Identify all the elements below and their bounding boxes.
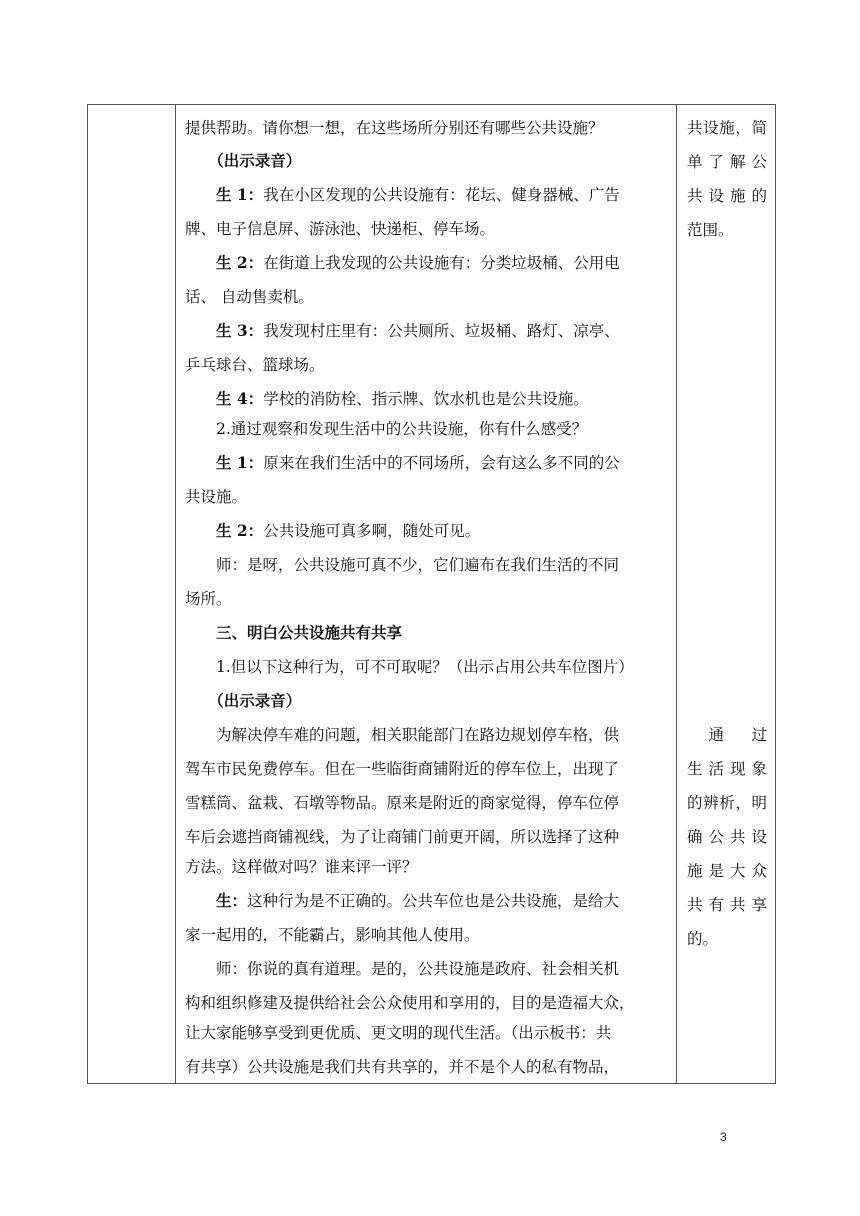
body-text: 公共设施可真多啊，随处可见。 (263, 522, 481, 540)
bold-text: 生 1： (185, 453, 264, 472)
text-line (185, 993, 635, 1013)
text-line (185, 253, 620, 273)
body-text: 雪糕筒、盆栽、石墩等物品。原来是附近的商家觉得，停车位停 (185, 794, 620, 812)
text-line (185, 589, 232, 609)
lesson-table (87, 104, 776, 1084)
teaching-process-column (175, 105, 676, 1083)
body-text: 场所。 (185, 590, 232, 608)
text-line (185, 521, 480, 541)
side-note-line: 通 过 (687, 726, 767, 744)
text-line (185, 1057, 619, 1077)
body-text: 为解决停车难的问题，相关职能部门在路边规划停车格，供 (185, 726, 620, 744)
body-text: 驾车市民免费停车。但在一些临街商铺附近的停车位上，出现了 (185, 760, 620, 778)
side-note-line: 的辨析，明 (687, 794, 767, 812)
body-text: 我在小区发现的公共设施有：花坛、健身器械、广告 (263, 186, 620, 204)
text-line (185, 355, 325, 375)
body-text: 在街道上我发现的公共设施有：分类垃圾桶、公用电 (263, 254, 620, 272)
text-line (185, 487, 247, 507)
body-text: 1.但以下这种行为，可不可取呢？（出示占用公共车位图片） (185, 658, 634, 676)
bold-text: 三、明白公共设施共有共享 (185, 623, 403, 642)
body-text: 家一起用的，不能霸占，影响其他人使用。 (185, 926, 480, 944)
body-text: 我发现村庄里有：公共厕所、垃圾桶、路灯、凉亭、 (263, 322, 620, 340)
text-line (185, 857, 418, 877)
bold-text: 生 3： (185, 321, 264, 340)
body-text: 师：你说的真有道理。是的，公共设施是政府、社会相关机 (185, 960, 620, 978)
side-note-line: 生活现象 (687, 760, 767, 778)
text-line (185, 623, 402, 643)
side-note-line: 共设施的 (687, 187, 767, 205)
body-text: 牌、电子信息屏、游泳池、快递柜、停车场。 (185, 220, 496, 238)
bold-text: （出示录音） (185, 151, 302, 170)
text-line (185, 891, 619, 911)
bold-text: （出示录音） (185, 691, 302, 710)
text-line (185, 555, 619, 575)
side-note-line: 范围。 (687, 221, 734, 239)
body-text: 乒乓球台、篮球场。 (185, 356, 325, 374)
body-text: 让大家能够享受到更优质、更文明的现代生活。（出示板书：共 (185, 1024, 612, 1042)
side-note-line: 确公共设 (687, 828, 767, 846)
text-line (185, 287, 314, 307)
side-note-line: 共有共享 (687, 896, 767, 914)
side-note-line: 共设施，简 (687, 119, 767, 137)
bold-text: 生 1： (185, 185, 264, 204)
page-number: 3 (720, 1130, 727, 1144)
design-intent-column (677, 105, 776, 1083)
body-text: 师：是呀，公共设施可真不少，它们遍布在我们生活的不同 (185, 556, 620, 574)
text-line (185, 827, 619, 847)
bold-text: 生： (185, 891, 248, 910)
text-line (185, 691, 301, 711)
text-line (185, 185, 620, 205)
text-line (185, 219, 495, 239)
body-text: 共设施。 (185, 488, 248, 506)
text-line (185, 925, 480, 945)
text-line (185, 759, 619, 779)
body-text: 方法。这样做对吗？谁来评一评？ (185, 858, 418, 876)
text-line (185, 725, 619, 745)
text-line (185, 453, 620, 473)
text-line (185, 389, 589, 409)
bold-text: 生 2： (185, 521, 264, 540)
side-note-line: 单了解公 (687, 153, 767, 171)
body-text: 提供帮助。请你想一想，在这些场所分别还有哪些公共设施？ (185, 119, 604, 137)
text-line (185, 1023, 611, 1043)
body-text: 这种行为是不正确的。公共车位也是公共设施，是给大 (247, 892, 620, 910)
body-text: 有共享）公共设施是我们共有共享的，并不是个人的私有物品， (185, 1058, 620, 1076)
body-text: 2.通过观察和发现生活中的公共设施，你有什么感受？ (185, 420, 588, 438)
text-line (185, 321, 620, 341)
bold-text: 生 2： (185, 253, 264, 272)
body-text: 话、 自动售卖机。 (185, 288, 314, 306)
text-line (185, 151, 301, 171)
body-text: 原来在我们生活中的不同场所，会有这么多不同的公 (263, 454, 620, 472)
text-line (185, 657, 634, 677)
text-line (185, 959, 619, 979)
text-line (185, 793, 619, 813)
text-line (185, 118, 604, 138)
body-text: 构和组织修建及提供给社会公众使用和享用的，目的是造福大众， (185, 994, 635, 1012)
side-note-line: 的。 (687, 930, 719, 948)
text-line (185, 419, 587, 439)
side-note-line: 施是大众 (687, 862, 767, 880)
bold-text: 生 4： (185, 389, 264, 408)
body-text: 学校的消防栓、指示牌、饮水机也是公共设施。 (263, 390, 589, 408)
body-text: 车后会遮挡商铺视线，为了让商铺门前更开阔，所以选择了这种 (185, 828, 620, 846)
